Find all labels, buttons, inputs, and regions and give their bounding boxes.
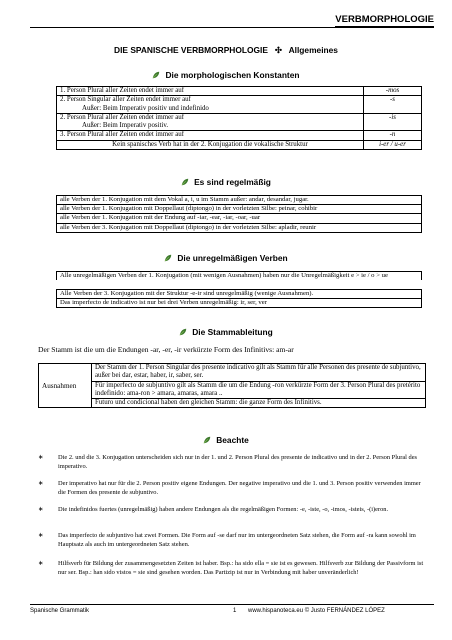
- konstanten-row: [57, 140, 422, 149]
- ausnahmen-text: Der Stamm der 1. Person Singular des presente indicativo gilt als Stamm für alle Personen des presente de subjuntivo, außer bei dar, estar, haber, ir, saber, ser.: [92, 364, 426, 382]
- regel-row: alle Verben der 1. Konjugation mit der Endung auf -iar, -ear, -iar, -oar, -uar: [56, 213, 422, 222]
- title-separator-icon: ✣: [274, 45, 282, 55]
- leaf-icon: [181, 178, 189, 186]
- footer-right: www.hispanoteca.eu © Justo FERNÁNDEZ LÓPEZ: [248, 608, 385, 614]
- konstanten-rule-line1: 1. Person Plural aller Zeiten endet immer auf: [60, 87, 184, 94]
- unregel-row: Alle unregelmäßigen Verben der 1. Konjugation (mit wenigen Ausnahmen) haben nur die Unregelmäßigkeit e > ie / o > ue: [56, 271, 422, 280]
- bullet-icon: ∗: [38, 480, 44, 487]
- bullet-icon: ∗: [38, 454, 44, 461]
- ausnahmen-text: Für imperfecto de subjuntivo gilt als Stamm die um die Endung -ron verkürzte Form der 3. Person Plural des pretérito indefinido: ama-ron > amara, amaras, amara ..: [92, 381, 426, 399]
- leaf-icon: [152, 71, 160, 79]
- bullet-icon: ∗: [38, 532, 44, 539]
- beachte-text: Die 2. und die 3. Konjugation unterscheiden sich nur in der 1. und 2. Person Plural des presente de indicativo und in der 2. Person Plural des imperativo.: [58, 454, 418, 470]
- konstanten-rule: [57, 131, 364, 140]
- stamm-intro: Der Stamm ist die um die Endungen -ar, -er, -ir verkürzte Form des Infinitivs: am-ar: [38, 345, 294, 354]
- bullet-icon: ∗: [38, 506, 44, 513]
- konstanten-ending: -is: [364, 113, 422, 131]
- section-heading-konstanten: Die morphologischen Konstanten: [0, 70, 452, 80]
- konstanten-row: [57, 87, 422, 96]
- konstanten-rule: [57, 96, 364, 114]
- konstanten-rule: [57, 113, 364, 131]
- regel-row: alle Verben der 3. Konjugation mit Doppellaut (diptongo) in der vorletzten Silbe: apladir, reunir: [56, 223, 422, 233]
- unregel-row: Das imperfecto de indicativo ist nur bei drei Verben unregelmäßig: ir, ser, ver: [56, 298, 422, 308]
- header-rule: [30, 27, 434, 28]
- section-heading-stamm: Die Stammableitung: [0, 327, 452, 337]
- konstanten-row: [57, 113, 422, 131]
- konstanten-ending: -n: [364, 131, 422, 140]
- konstanten-ending: -s: [364, 96, 422, 114]
- section-heading-beachte: Beachte: [0, 435, 452, 445]
- leaf-icon: [203, 436, 211, 444]
- section-heading-unregel: Die unregelmäßigen Verben: [0, 253, 452, 263]
- beachte-item: [38, 560, 426, 578]
- leaf-icon: [164, 254, 172, 262]
- unregel-row: Alle Verben der 3. Konjugation mit der Struktur -e-ir sind unregelmäßig (wenige Ausnahmen).: [56, 289, 422, 298]
- beachte-item: [38, 506, 426, 515]
- beachte-text: Die indefinidos fuertes (unregelmäßig) haben andere Endungen als die regelmäßigen Formen: -e, -iste, -o, -imos, -isteis, -(i)eron.: [58, 506, 389, 513]
- beachte-text: Hilfsverb für Bildung der zusammengesetzten Zeiten ist haber. Bsp.: ha sido ella = sie ist es gewesen. Hilfsverb zur Bildung der Passivform ist nur ser. Bsp.: han sido vistos = sie sind gesehen worden. Das Partizip ist nur in Verbindung mit haber unveränderlich!: [58, 560, 424, 576]
- beachte-text: Das imperfecto de subjuntivo hat zwei Formen. Die Form auf -se darf nur im untergeordneten Satz stehen, die Form auf -ra kann sowohl im Hauptsatz als auch im untergeordneten Satz stehen.: [58, 532, 416, 548]
- title-subtitle: Allgemeines: [288, 45, 338, 55]
- konstanten-rule: [57, 140, 364, 149]
- konstanten-table: [56, 86, 422, 150]
- bullet-icon: ∗: [38, 560, 44, 567]
- konstanten-rule: [57, 87, 364, 96]
- footer-left: Spanische Grammatik: [30, 608, 90, 614]
- konstanten-ending: i-er / u-er: [364, 140, 422, 149]
- footer-page-number: 1: [233, 608, 237, 614]
- ausnahmen-row: [39, 399, 426, 408]
- konstanten-rule-line1: 2. Person Singular aller Zeiten endet immer auf: [60, 96, 191, 104]
- leaf-icon: [179, 328, 187, 336]
- konstanten-rule-line2: Außer: Beim Imperativ positiv.: [82, 122, 169, 130]
- beachte-text: Der imperativo hat nur für die 2. Person positiv eigene Endungen. Der negative imperativo und die 1. und 3. Person positiv verwenden immer die Formen des presente de subjuntivo.: [58, 480, 421, 496]
- section-heading-regel: Es sind regelmäßig: [0, 177, 452, 187]
- document-title: [0, 45, 452, 55]
- konstanten-rule-line1: 2. Person Plural aller Zeiten endet immer auf: [60, 113, 184, 121]
- ausnahmen-text: Futuro und condicional haben den gleichen Stamm: die ganze Form des Infinitivs.: [92, 399, 426, 408]
- konstanten-ending: -mos: [364, 87, 422, 96]
- regel-row: alle Verben der 1. Konjugation mit Doppellaut (diptongo) in der vorletzten Silbe: peinar, cohibir: [56, 204, 422, 213]
- beachte-item: [38, 532, 426, 550]
- ausnahmen-row: [39, 381, 426, 399]
- konstanten-rule-line1: Kein spanisches Verb hat in der 2. Konjugation die vokalische Struktur: [112, 140, 308, 148]
- ausnahmen-table: [38, 363, 426, 408]
- konstanten-rule-line2: Außer: Beim Imperativ positiv und indefinido: [82, 104, 209, 112]
- regel-row: alle Verben der 1. Konjugation mit dem Vokal a, i, u im Stamm außer: andar, desandar, jugar.: [56, 195, 422, 204]
- beachte-item: [38, 454, 426, 472]
- konstanten-row: [57, 131, 422, 140]
- ausnahmen-label: Ausnahmen: [39, 364, 92, 408]
- title-main: DIE SPANISCHE VERBMORPHOLOGIE: [114, 45, 268, 55]
- footer-rule: [30, 604, 434, 605]
- konstanten-rule-line1: 3. Person Plural aller Zeiten endet immer auf: [60, 131, 184, 139]
- beachte-item: [38, 480, 426, 498]
- running-header: VERBMORPHOLOGIE: [335, 14, 434, 25]
- konstanten-row: [57, 96, 422, 114]
- ausnahmen-row: [39, 364, 426, 382]
